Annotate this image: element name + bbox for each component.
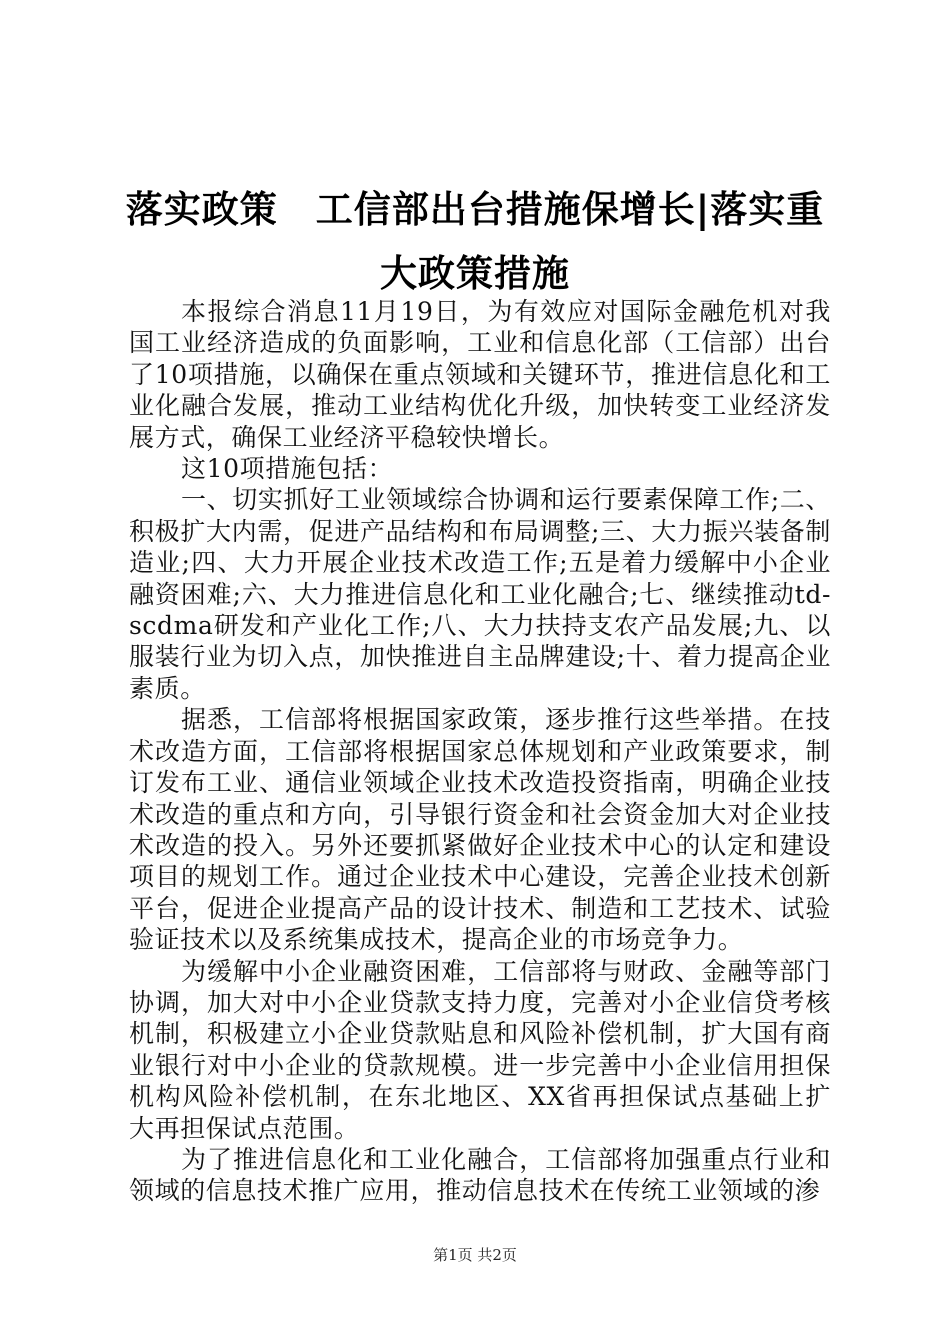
document-title: 落实政策 工信部出台措施保增长|落实重大政策措施	[125, 188, 825, 295]
paragraph-technical-reform: 据悉，工信部将根据国家政策，逐步推行这些举措。在技术改造方面，工信部将根据国家总体规划和产业政策要求，制订发布工业、通信业领域企业技术改造投资指南，明确企业技术改造的重点和方向，引导银行资金和社会资金加大对企业技术改造的投入。另外还要抓紧做好企业技术中心的认定和建设项目的规划工作。通过企业技术中心建设，完善企业技术创新平台，促进企业提高产品的设计技术、制造和工艺技术、试验验证技术以及系统集成技术，提高企业的市场竞争力。	[129, 705, 831, 955]
paragraph-intro: 本报综合消息11月19日，为有效应对国际金融危机对我国工业经济造成的负面影响，工业和信息化部（工信部）出台了10项措施，以确保在重点领域和关键环节，推进信息化和工业化融合发展，推动工业结构优化升级，加快转变工业经济发展方式，确保工业经济平稳较快增长。	[129, 297, 831, 452]
page-number-footer: 第1页 共2页	[433, 1246, 517, 1264]
paragraph-sme-financing: 为缓解中小企业融资困难，工信部将与财政、金融等部门协调，加大对中小企业贷款支持力度，完善对小企业信贷考核机制，积极建立小企业贷款贴息和风险补偿机制，扩大国有商业银行对中小企业的贷款规模。进一步完善中小企业信用担保机构风险补偿机制，在东北地区、XX省再担保试点基础上扩大再担保试点范围。	[129, 956, 831, 1143]
document-body	[129, 296, 831, 1207]
paragraph-measures-list: 一、切实抓好工业领域综合协调和运行要素保障工作;二、积极扩大内需，促进产品结构和布局调整;三、大力振兴装备制造业;四、大力开展企业技术改造工作;五是着力缓解中小企业融资困难;六、大力推进信息化和工业化融合;七、继续推动td-scdma研发和产业化工作;八、大力扶持支农产品发展;九、以服装行业为切入点，加快推进自主品牌建设;十、着力提高企业素质。	[129, 485, 831, 703]
paragraph-informatization: 为了推进信息化和工业化融合，工信部将加强重点行业和领域的信息技术推广应用，推动信息技术在传统工业领域的渗	[129, 1144, 831, 1206]
paragraph-measures-heading: 这10项措施包括：	[181, 454, 394, 484]
